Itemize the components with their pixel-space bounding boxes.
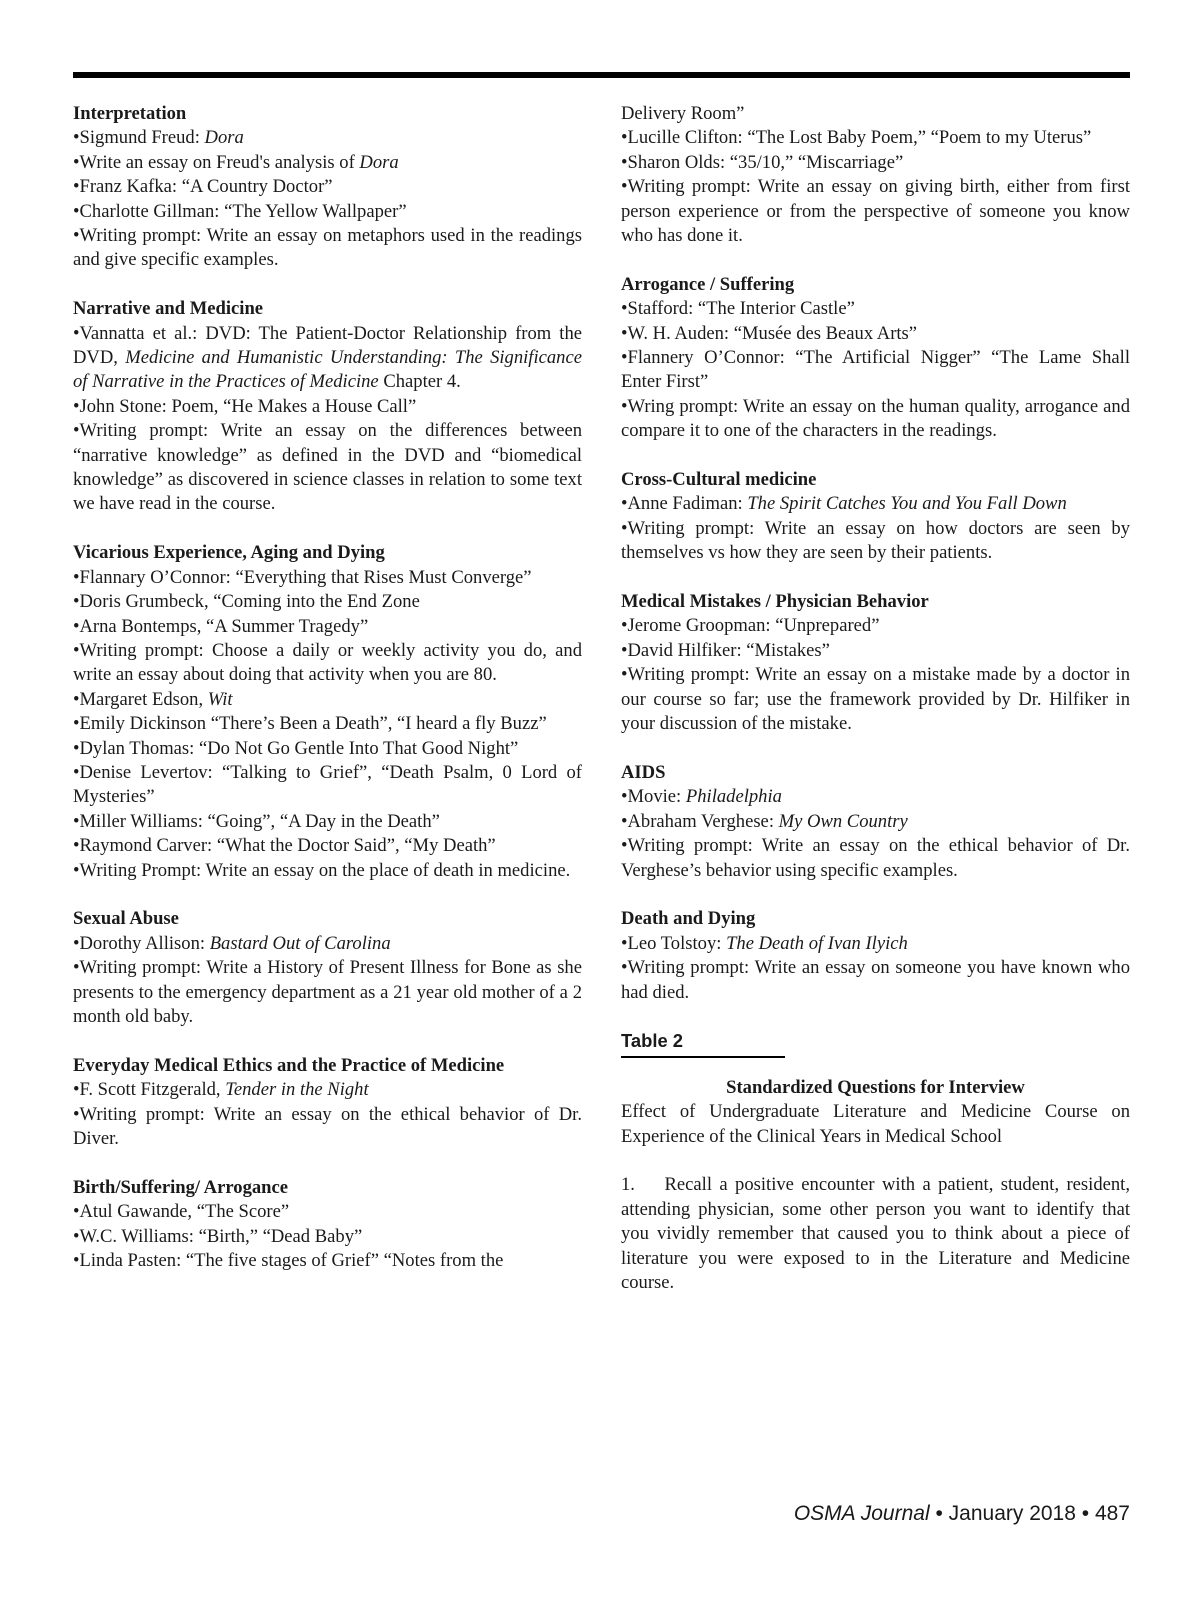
page-number: 487 bbox=[1094, 1502, 1130, 1525]
section-heading: Medical Mistakes / Physician Behavior bbox=[621, 591, 929, 613]
list-item: •Movie: Philadelphia bbox=[621, 786, 782, 808]
section-heading: Everyday Medical Ethics and the Practice of Medicine bbox=[73, 1054, 505, 1076]
section-interpretation bbox=[73, 102, 582, 273]
section-heading: Interpretation bbox=[73, 103, 187, 124]
list-item: •Writing prompt: Choose a daily or weekly activity you do, and write an essay about doing that activity when you are 80. bbox=[73, 639, 582, 686]
list-item: •Writing prompt: Write an essay on giving birth, either from first person experience or from the perspective of someone you know who has done it. bbox=[621, 176, 1130, 247]
issue-date: January 2018 bbox=[948, 1502, 1076, 1525]
list-item: •Stafford: “The Interior Castle” bbox=[621, 298, 855, 320]
list-item: •Raymond Carver: “What the Doctor Said”, “My Death” bbox=[73, 835, 496, 857]
list-item: •Writing prompt: Write an essay on how doctors are seen by themselves vs how they are seen by their patients. bbox=[621, 517, 1130, 564]
list-item: •Charlotte Gillman: “The Yellow Wallpaper” bbox=[73, 200, 407, 222]
list-item: •Arna Bontemps, “A Summer Tragedy” bbox=[73, 615, 369, 637]
list-item: •Dorothy Allison: Bastard Out of Carolina bbox=[73, 932, 391, 954]
section-heading: Birth/Suffering/ Arrogance bbox=[73, 1176, 289, 1198]
list-item: •Sigmund Freud: Dora bbox=[73, 127, 244, 149]
left-column bbox=[73, 102, 582, 1273]
section-heading: Arrogance / Suffering bbox=[621, 273, 795, 295]
list-item: •Writing prompt: Write an essay on a mistake made by a doctor in our course so far; use the framework provided by Dr. Hilfiker in your discussion of the mistake. bbox=[621, 664, 1130, 735]
list-item: •Anne Fadiman: The Spirit Catches You and You Fall Down bbox=[621, 493, 1067, 515]
list-item: •Margaret Edson, Wit bbox=[73, 688, 233, 710]
list-item: •Writing prompt: Write a History of Present Illness for Bone as she presents to the emergency department as a 21 year old mother of a 2 month old baby. bbox=[73, 957, 582, 1027]
section-aids bbox=[621, 761, 1130, 883]
list-item: •Writing prompt: Write an essay on the ethical behavior of Dr. Verghese’s behavior using specific examples. bbox=[621, 835, 1130, 881]
question-1: 1. Recall a positive encounter with a patient, student, resident, attending physician, some other person you want to identify that you vividly remember that caused you to think about a piece of literature you were exposed to in the Literature and Medicine course. bbox=[621, 1174, 1130, 1293]
section-heading: Narrative and Medicine bbox=[73, 298, 264, 320]
list-item: •Jerome Groopman: “Unprepared” bbox=[621, 615, 880, 637]
list-item: •Lucille Clifton: “The Lost Baby Poem,” “Poem to my Uterus” bbox=[621, 127, 1092, 149]
section-narrative bbox=[73, 297, 582, 517]
section-heading: Cross-Cultural medicine bbox=[621, 469, 817, 491]
list-item: •John Stone: Poem, “He Makes a House Call” bbox=[73, 395, 417, 417]
list-item: •Abraham Verghese: My Own Country bbox=[621, 810, 908, 832]
section-birth-continued bbox=[621, 102, 1130, 248]
section-heading: Vicarious Experience, Aging and Dying bbox=[73, 542, 385, 564]
section-ethics bbox=[73, 1054, 582, 1152]
journal-name: OSMA Journal bbox=[793, 1502, 930, 1525]
list-item: •Writing prompt: Write an essay on someone you have known who had died. bbox=[621, 957, 1130, 1003]
list-item: •Writing prompt: Write an essay on metaphors used in the readings and give specific examples. bbox=[73, 225, 582, 271]
section-death bbox=[621, 907, 1130, 1005]
list-item: •Wring prompt: Write an essay on the human quality, arrogance and compare it to one of the characters in the readings. bbox=[621, 395, 1130, 442]
list-item: •Leo Tolstoy: The Death of Ivan Ilyich bbox=[621, 932, 908, 954]
right-column bbox=[621, 102, 1130, 1295]
list-item: •Vannatta et al.: DVD: The Patient-Doctor Relationship from the DVD, Medicine and Humanistic Understanding: The Significance of Narrative in the Practices of Medicine Chapter 4. bbox=[73, 322, 582, 393]
top-rule bbox=[73, 72, 1130, 78]
list-item: •Flannery O’Connor: “The Artificial Nigger” “The Lame Shall Enter First” bbox=[621, 347, 1130, 393]
list-item: •W. H. Auden: “Musée des Beaux Arts” bbox=[621, 322, 918, 344]
page-footer: OSMA Journal • January 2018 • 487 bbox=[793, 1502, 1130, 1525]
list-item: •Write an essay on Freud's analysis of Dora bbox=[73, 151, 399, 173]
list-item: •Atul Gawande, “The Score” bbox=[73, 1201, 290, 1223]
list-item: •Writing prompt: Write an essay on the differences between “narrative knowledge” as defined in the DVD and “biomedical knowledge” as discovered in science classes in relation to some text we have read in the course. bbox=[73, 420, 582, 515]
section-heading: AIDS bbox=[621, 761, 666, 783]
section-mistakes bbox=[621, 590, 1130, 736]
list-item: •F. Scott Fitzgerald, Tender in the Night bbox=[73, 1079, 369, 1101]
list-item: •David Hilfiker: “Mistakes” bbox=[621, 639, 830, 661]
section-arrogance bbox=[621, 273, 1130, 444]
list-item: •Doris Grumbeck, “Coming into the End Zone bbox=[73, 591, 420, 613]
section-vicarious bbox=[73, 541, 582, 883]
table-subtitle: Effect of Undergraduate Literature and Medicine Course on Experience of the Clinical Years in Medical School bbox=[621, 1101, 1130, 1147]
list-item: •Flannary O’Connor: “Everything that Rises Must Converge” bbox=[73, 566, 532, 588]
list-item: •Linda Pasten: “The five stages of Grief” “Notes from the bbox=[73, 1250, 504, 1272]
section-birth bbox=[73, 1176, 582, 1274]
list-item: •Miller Williams: “Going”, “A Day in the Death” bbox=[73, 810, 440, 832]
table-label: Table 2 bbox=[621, 1029, 785, 1057]
section-sexual-abuse bbox=[73, 907, 582, 1029]
table-2 bbox=[621, 1029, 1130, 1295]
list-item: •Writing Prompt: Write an essay on the place of death in medicine. bbox=[73, 859, 571, 881]
section-heading: Death and Dying bbox=[621, 908, 756, 930]
list-item: •Franz Kafka: “A Country Doctor” bbox=[73, 176, 333, 198]
list-item: •Writing prompt: Write an essay on the ethical behavior of Dr. Diver. bbox=[73, 1103, 582, 1149]
list-item: •W.C. Williams: “Birth,” “Dead Baby” bbox=[73, 1225, 363, 1247]
section-cross-cultural bbox=[621, 468, 1130, 566]
list-item: •Dylan Thomas: “Do Not Go Gentle Into That Good Night” bbox=[73, 737, 519, 759]
list-item: •Denise Levertov: “Talking to Grief”, “Death Psalm, 0 Lord of Mysteries” bbox=[73, 761, 582, 808]
section-heading: Sexual Abuse bbox=[73, 908, 179, 930]
table-title: Standardized Questions for Interview bbox=[726, 1076, 1025, 1098]
list-item: •Emily Dickinson “There’s Been a Death”, “I heard a fly Buzz” bbox=[73, 713, 547, 735]
list-item: Delivery Room” bbox=[621, 103, 745, 124]
list-item: •Sharon Olds: “35/10,” “Miscarriage” bbox=[621, 151, 904, 173]
